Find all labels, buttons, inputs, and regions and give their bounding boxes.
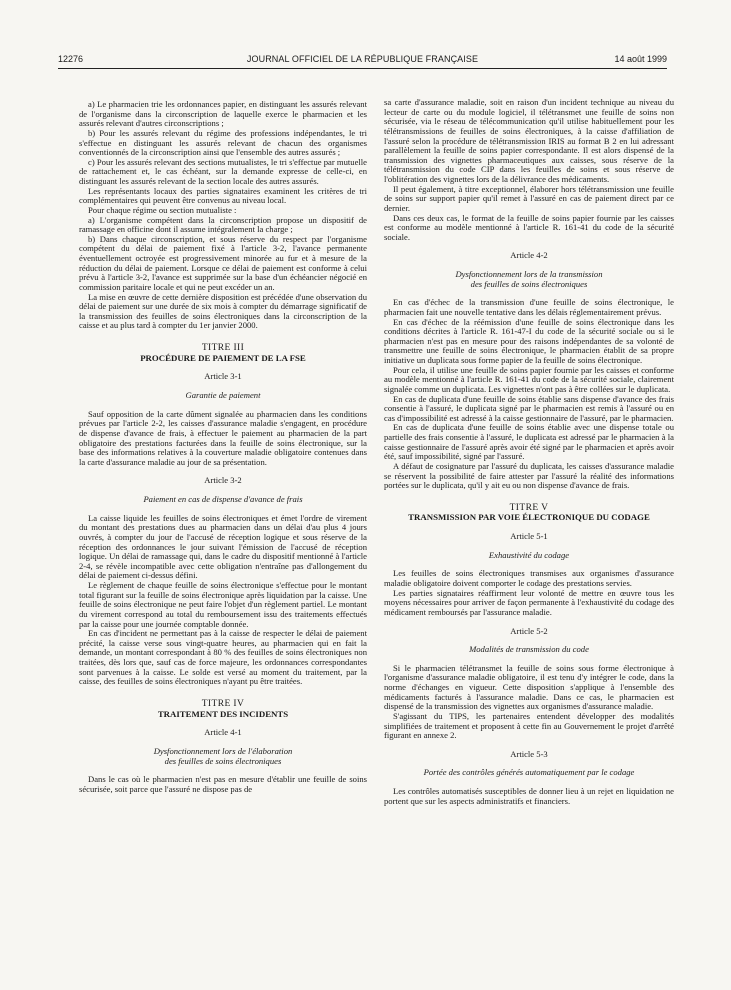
article-title: Garantie de paiement xyxy=(185,390,261,401)
paragraph: La mise en œuvre de cette dernière disposition est précédée d'une observation du délai de paiement sur une durée de six mois à compter du démarrage significatif de la transmission des feuilles de soins électroniques dans la circonscription de la caisse et au plus tard à compter du 1er janvier 2000. xyxy=(79,291,367,331)
paragraph: Dans ces deux cas, le format de la feuille de soins papier fournie par les caisses est conforme au modèle mentionné à l'article R. 161-41 du code de la sécurité sociale. xyxy=(384,212,674,242)
left-column xyxy=(79,100,367,795)
paragraph: La caisse liquide les feuilles de soins électroniques et émet l'ordre de virement du montant des prestations dues au pharmacien dans un délai d'au plus 4 jours ouvrés, à compter du jour de l'accusé de réception logique et sous réserve de la réception des ordonnances le jour suivant l'émission de l'accusé de réception logique. Un délai de ramassage qui, dans le cadre du dispositif mentionné à l'article 2-4, se révèle incompatible avec cette obligation n'entraîne pas d'allongement du délai de paiement ci-dessus défini. xyxy=(79,512,367,581)
titre-heading: TITRE V xyxy=(509,502,549,513)
article-title: Paiement en cas de dispense d'avance de frais xyxy=(143,494,303,505)
article-number: Article 4-2 xyxy=(510,250,548,261)
section-heading: TRAITEMENT DES INCIDENTS xyxy=(157,708,289,719)
paragraph: Si le pharmacien télétransmet la feuille de soins sous forme électronique à l'organisme d'assurance maladie obligatoire, il est tenu d'y intégrer le code, dans la norme d'échanges en vigueur. Cette disposition s'applique à l'ensemble des médicaments facturés à l'assurance maladie. Dans ce cas, le pharmacien est dispensé de la transmission des vignettes aux organismes d'assurance maladie. xyxy=(384,662,674,712)
article-title: Modalités de transmission du code xyxy=(469,644,589,655)
paragraph: a) Le pharmacien trie les ordonnances papier, en distinguant les assurés relevant de l'organisme dans la circonscription de laquelle exerce le pharmacien et les assurés relevant d'autres circonscriptions ; xyxy=(79,99,367,129)
titre-heading: TITRE IV xyxy=(201,698,245,709)
journal-title: JOURNAL OFFICIEL DE LA RÉPUBLIQUE FRANÇAISE xyxy=(246,54,479,64)
article-title: Portée des contrôles générés automatiquement par le codage xyxy=(423,767,635,778)
paragraph: Pour chaque régime ou section mutualiste : xyxy=(88,204,237,215)
paragraph: Le règlement de chaque feuille de soins électronique s'effectue pour le montant total figurant sur la feuille de soins électronique après liquidation par la caisse. Une feuille de soins électronique ne peut faire l'objet d'un règlement partiel. Le montant du virement correspond au total du remboursement issu des traitements effectués par la caisse pour une journée comptable donnée. xyxy=(79,580,367,629)
section-heading: PROCÉDURE DE PAIEMENT DE LA FSE xyxy=(140,352,306,363)
right-column xyxy=(384,98,674,806)
paragraph: Les parties signataires réaffirment leur volonté de mettre en œuvre tous les moyens nécessaires pour arriver de façon permanente à l'exhaustivité du codage des médicament remboursés par l'assurance maladie. xyxy=(384,587,674,617)
paragraph: Les feuilles de soins électroniques transmises aux organismes d'assurance maladie obligatoire doivent comporter le codage des prestations servies. xyxy=(384,568,674,589)
paragraph: b) Dans chaque circonscription, et sous réserve du respect par l'organisme compétent du délai de paiement fixé à l'article 3-2, l'avance permanente éventuellement octroyée est progressivement minorée au fur et à mesure de la réduction du délai de paiement. Lorsque ce délai de paiement est conforme à celui prévu à l'article 3-2, l'avance est supprimée sur la base d'un échéancier négocié en commission paritaire locale et qui ne peut excéder un an. xyxy=(79,233,367,292)
page-header xyxy=(58,54,667,68)
paragraph: En cas d'incident ne permettant pas à la caisse de respecter le délai de paiement précité, la caisse verse sous vingt-quatre heures, au pharmacien qui en fait la demande, un montant correspondant à 80 % des feuilles de soins électroniques non traitées, dès lors que, sauf cas de force majeure, les ordonnances correspondantes sont parvenues à la caisse. Le solde est versé au moment du traitement, par la caisse, des feuilles de soins électroniques n'ayant pu être traitées. xyxy=(79,628,367,687)
article-number: Article 4-1 xyxy=(204,727,242,738)
paragraph: b) Pour les assurés relevant du régime des professions indépendantes, le tri s'effectue en distinguant les assurés relevant de chacun des organismes conventionnés de la circonscription ainsi que l'ensemble des autres assurés ; xyxy=(79,127,367,158)
article-number: Article 5-2 xyxy=(510,625,548,636)
article-number: Article 3-2 xyxy=(204,475,242,486)
paragraph: Il peut également, à titre exceptionnel, élaborer hors télétransmission une feuille de soins sur support papier qu'il remet à l'assuré en cas de paiement direct par ce dernier. xyxy=(384,183,674,213)
article-title-line: des feuilles de soins électroniques xyxy=(164,755,282,766)
paragraph: Sauf opposition de la carte dûment signalée au pharmacien dans les conditions prévues par l'article 2-2, les caisses d'assurance maladie s'engagent, en procédure de dispense d'avance de frais, à effectuer le paiement au pharmacien de la part obligatoire des prestations facturées dans la feuille de soins électronique, sur la base des informations relatives à la couverture maladie obligatoire contenues dans la carte d'assurance maladie au jour de sa présentation. xyxy=(79,408,367,467)
page-number: 12276 xyxy=(58,54,84,64)
titre-heading: TITRE III xyxy=(201,343,245,353)
article-number: Article 5-3 xyxy=(510,748,548,759)
paragraph: A défaut de cosignature par l'assuré du duplicata, les caisses d'assurance maladie se réservent la possibilité de faire attester par l'assuré la réalité des informations portées sur le duplicata, qu'il y ait eu ou non dispense d'avance de frais. xyxy=(384,460,674,491)
paragraph: En cas de duplicata d'une feuille de soins établie sans dispense d'avance des frais consentie à l'assuré, le duplicata signé par le pharmacien est remis à l'assuré ou en cas d'impossibilité est adressé à la caisse gestionnaire de l'assuré, par le pharmacien. xyxy=(384,393,674,423)
paragraph: En cas d'échec de la réémission d'une feuille de soins électronique dans les conditions décrites à l'article R. 161-47-I du code de la sécurité sociale ou si le pharmacien n'est pas en mesure pour des raisons indépendantes de sa volonté de transmettre une feuille de soins électronique, le pharmacien établit de sa propre initiative un duplicata sous forme papier de la feuille de soins électronique. xyxy=(384,316,674,365)
article-number: Article 5-1 xyxy=(510,531,548,542)
article-title-line: Dysfonctionnement lors de l'élaboration xyxy=(153,746,293,757)
paragraph: En cas d'échec de la transmission d'une feuille de soins électronique, le pharmacien fait une nouvelle tentative dans les délais réglementairement prévus. xyxy=(384,297,674,317)
paragraph: c) Pour les assurés relevant des sections mutualistes, le tri s'effectue par mutuelle de rattachement et, le cas échéant, sur la demande expresse de celle-ci, en distinguant les assurés relevant de la section locale des autres assurés. xyxy=(79,156,367,186)
issue-date: 14 août 1999 xyxy=(614,54,667,64)
section-heading: TRANSMISSION PAR VOIE ÉLECTRONIQUE DU CODAGE xyxy=(408,512,650,523)
header-rule xyxy=(58,68,667,69)
paragraph: Les contrôles automatisés susceptibles de donner lieu à un rejet en liquidation ne portent que sur les aspects administratifs et financiers. xyxy=(384,786,674,806)
paragraph: En cas de duplicata d'une feuille de soins établie avec une dispense totale ou partielle des frais consentie à l'assuré, le duplicata est adressé par le pharmacien à la caisse gestionnaire de l'assuré après avoir été signé par le pharmacien et après avoir été, sauf impossibilité, signé par l'assuré. xyxy=(384,422,674,462)
paragraph: Dans le cas où le pharmacien n'est pas en mesure d'établir une feuille de soins sécurisée, soit parce que l'assuré ne dispose pas de xyxy=(79,774,367,794)
paragraph: Les représentants locaux des parties signataires examinent les critères de tri complémentaires qui peuvent être convenus au niveau local. xyxy=(79,185,367,206)
article-title-line: des feuilles de soins électroniques xyxy=(470,278,588,289)
article-number: Article 3-1 xyxy=(204,371,242,382)
article-title: Exhaustivité du codage xyxy=(488,549,570,560)
paragraph: Pour cela, il utilise une feuille de soins papier fournie par les caisses et conforme au modèle mentionné à l'article R. 161-41 du code de la sécurité sociale, clairement signalée comme un duplicata. Les vignettes n'ont pas à être collées sur le duplicata. xyxy=(384,364,674,394)
article-title-line: Dysfonctionnement lors de la transmission xyxy=(455,269,603,279)
paragraph: S'agissant du TIPS, les partenaires entendent développer des modalités simplifiées de traitement et proposent à cette fin au Gouvernement le projet d'arrêté figurant en annexe 2. xyxy=(384,710,674,741)
paragraph: sa carte d'assurance maladie, soit en raison d'un incident technique au niveau du lecteur de carte ou du module logiciel, il télétransmet une feuille de soins non sécurisée, via le réseau de télécommunication qu'il utilise habituellement pour les télétransmissions de feuilles de soins électroniques, à la caisse d'affiliation de l'assuré selon la procédure de télétransmission IRIS au format B 2 en lui adressant parallèlement la feuille de soins papier correspondante. Il est alors dispensé de la transmission des vignettes pharmaceutiques aux caisses, sous réserve de la télétransmission du code CIP dans les feuilles de soins et sous réserve de l'oblitération des vignettes lors de la délivrance des médicaments. xyxy=(384,97,674,184)
paragraph: a) L'organisme compétent dans la circonscription propose un dispositif de ramassage en officine dont il assume intégralement la charge ; xyxy=(79,214,367,235)
